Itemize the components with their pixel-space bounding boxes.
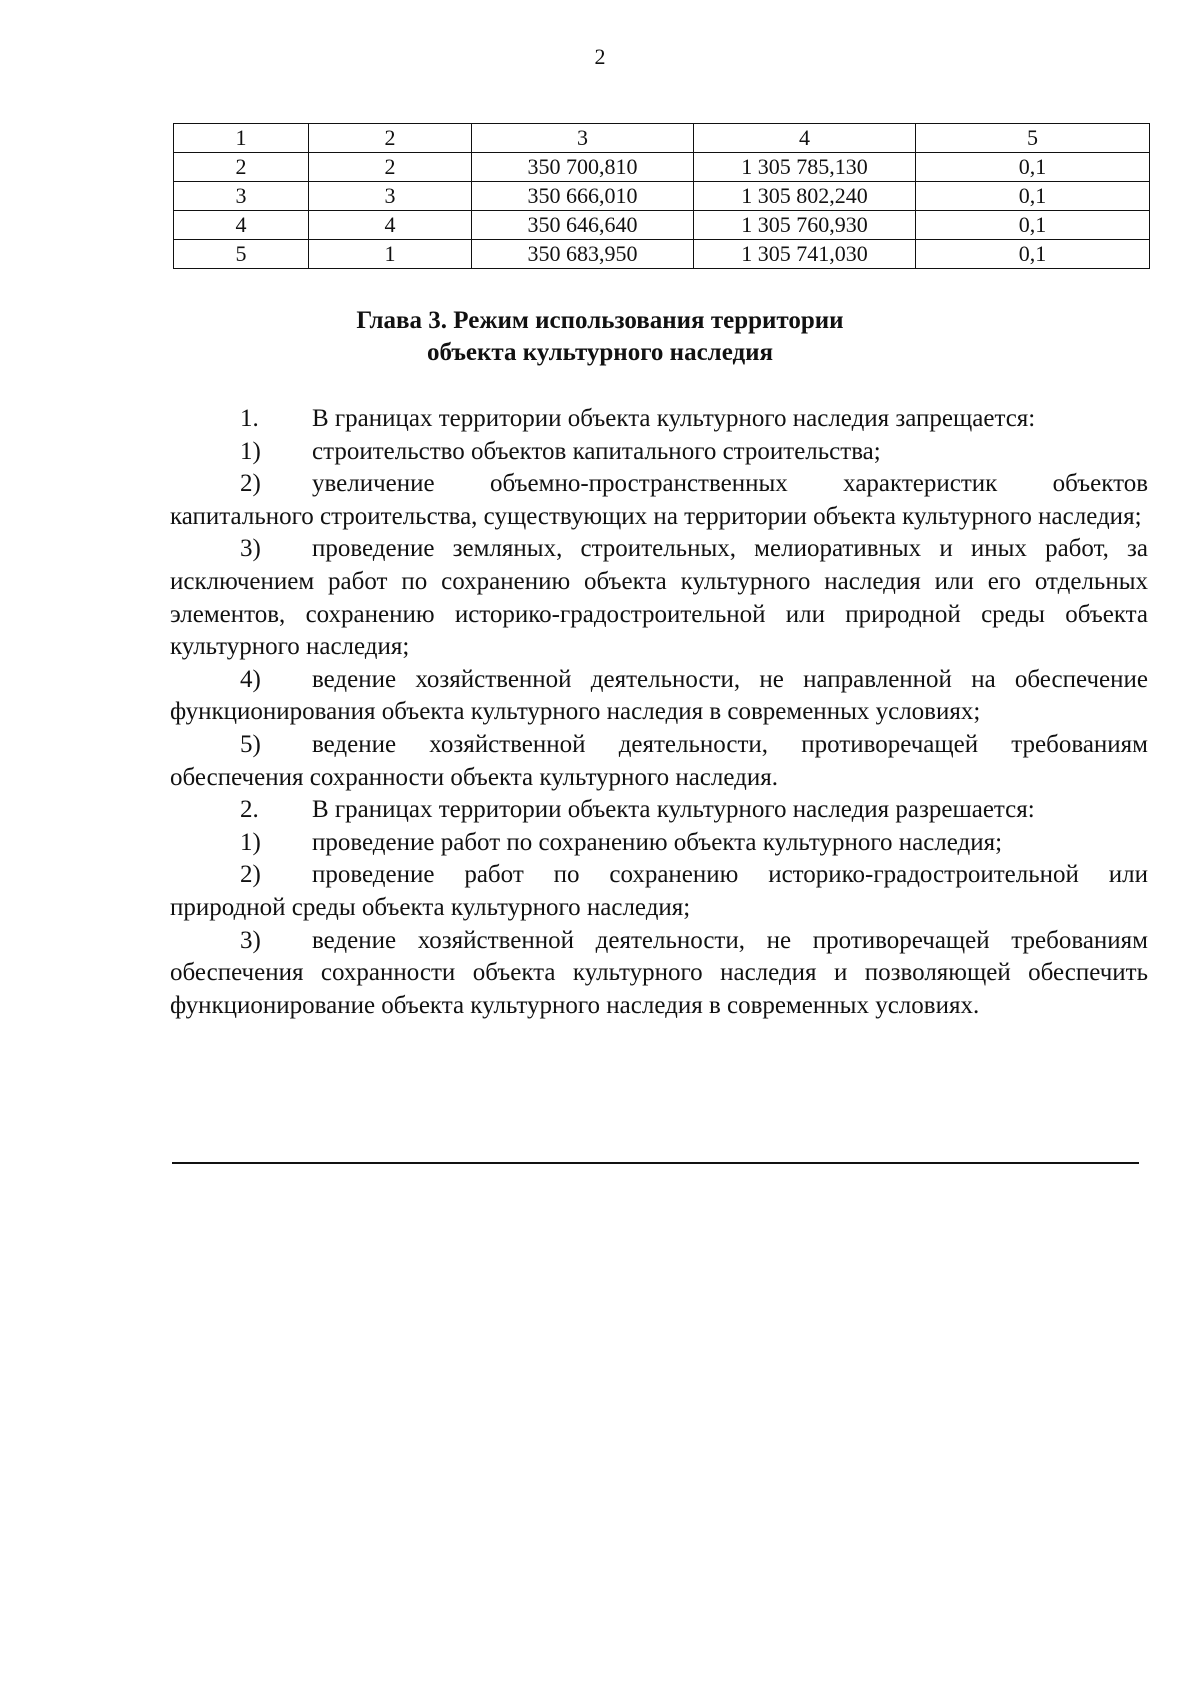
- table-cell: 1 305 760,930: [694, 211, 916, 240]
- table-header-cell: 4: [694, 124, 916, 153]
- table-header-cell: 3: [472, 124, 694, 153]
- item-number: 1): [240, 437, 261, 465]
- chapter-title-line: Глава 3. Режим использования территории: [356, 307, 844, 334]
- table-cell: 350 683,950: [472, 240, 694, 269]
- item-number: 3): [240, 926, 261, 954]
- table-header-cell: 2: [309, 124, 472, 153]
- coordinates-table: [173, 123, 1150, 269]
- paragraph: [170, 925, 1148, 1023]
- paragraph: [170, 468, 1148, 533]
- table-cell: 3: [309, 182, 472, 211]
- item-number: 1): [240, 828, 261, 856]
- table-row: [174, 211, 1150, 240]
- table-cell: 0,1: [916, 240, 1150, 269]
- paragraph-text: В границах территории объекта культурного наследия запрещается:: [312, 405, 1036, 432]
- paragraph-text: проведение земляных, строительных, мелиоративных и иных работ, за исключением работ по сохранению объекта культурного наследия или его отдельных элементов, сохранению историко-градостроительной или природной среды объекта культурного наследия;: [170, 535, 1148, 661]
- item-number: 3): [240, 535, 261, 563]
- item-number: 5): [240, 730, 261, 758]
- end-divider: [172, 1162, 1139, 1164]
- paragraph-text: увеличение объемно-пространственных характеристик объектов капитального строительства, существующих на территории объекта культурного наследия;: [170, 470, 1148, 530]
- table-row: [174, 182, 1150, 211]
- chapter-title: [0, 305, 1200, 369]
- page-number: 2: [594, 44, 606, 69]
- paragraph: [170, 729, 1148, 794]
- paragraph: [170, 859, 1148, 924]
- table-cell: 4: [174, 211, 309, 240]
- table-cell: 4: [309, 211, 472, 240]
- table-row: [174, 153, 1150, 182]
- table-cell: 350 646,640: [472, 211, 694, 240]
- paragraph-text: проведение работ по сохранению объекта культурного наследия;: [312, 828, 1003, 856]
- table-cell: 0,1: [916, 211, 1150, 240]
- paragraph: [170, 436, 1148, 469]
- paragraph-text: В границах территории объекта культурного наследия разрешается:: [312, 796, 1035, 824]
- table-cell: 1 305 802,240: [694, 182, 916, 211]
- table-cell: 3: [174, 182, 309, 211]
- paragraph-text: ведение хозяйственной деятельности, не направленной на обеспечение функционирования объекта культурного наследия в современных условиях;: [170, 665, 1148, 726]
- table-cell: 350 666,010: [472, 182, 694, 211]
- paragraph: [170, 827, 1148, 860]
- table-cell: 1: [309, 240, 472, 269]
- chapter-body: [170, 403, 1148, 1022]
- paragraph-text: ведение хозяйственной деятельности, не противоречащей требованиям обеспечения сохранности объекта культурного наследия и позволяющей обеспечить функционирование объекта культурного наследия в современных условиях.: [170, 926, 1148, 1019]
- paragraph: [170, 794, 1148, 827]
- table-cell: 1 305 785,130: [694, 153, 916, 182]
- table-header-cell: 1: [174, 124, 309, 153]
- table-cell: 0,1: [916, 182, 1150, 211]
- table-cell: 2: [174, 153, 309, 182]
- table-cell: 1 305 741,030: [694, 240, 916, 269]
- paragraph: [170, 533, 1148, 663]
- chapter-title-line: объекта культурного наследия: [426, 339, 774, 366]
- paragraph-text: строительство объектов капитального строительства;: [312, 437, 881, 465]
- paragraph: [170, 664, 1148, 729]
- item-number: 1.: [240, 405, 259, 432]
- paragraph-text: ведение хозяйственной деятельности, противоречащей требованиям обеспечения сохранности объекта культурного наследия.: [170, 730, 1148, 791]
- paragraph-text: проведение работ по сохранению историко-градостроительной или природной среды объекта культурного наследия;: [170, 861, 1148, 921]
- table-cell: 2: [309, 153, 472, 182]
- item-number: 2): [240, 470, 261, 498]
- table-cell: 0,1: [916, 153, 1150, 182]
- table-cell: 350 700,810: [472, 153, 694, 182]
- item-number: 2): [240, 861, 261, 889]
- table-row: [174, 240, 1150, 269]
- item-number: 4): [240, 665, 261, 693]
- paragraph: [170, 403, 1148, 436]
- table-header-cell: 5: [916, 124, 1150, 153]
- item-number: 2.: [240, 796, 259, 824]
- table-cell: 5: [174, 240, 309, 269]
- table-header-row: [174, 124, 1150, 153]
